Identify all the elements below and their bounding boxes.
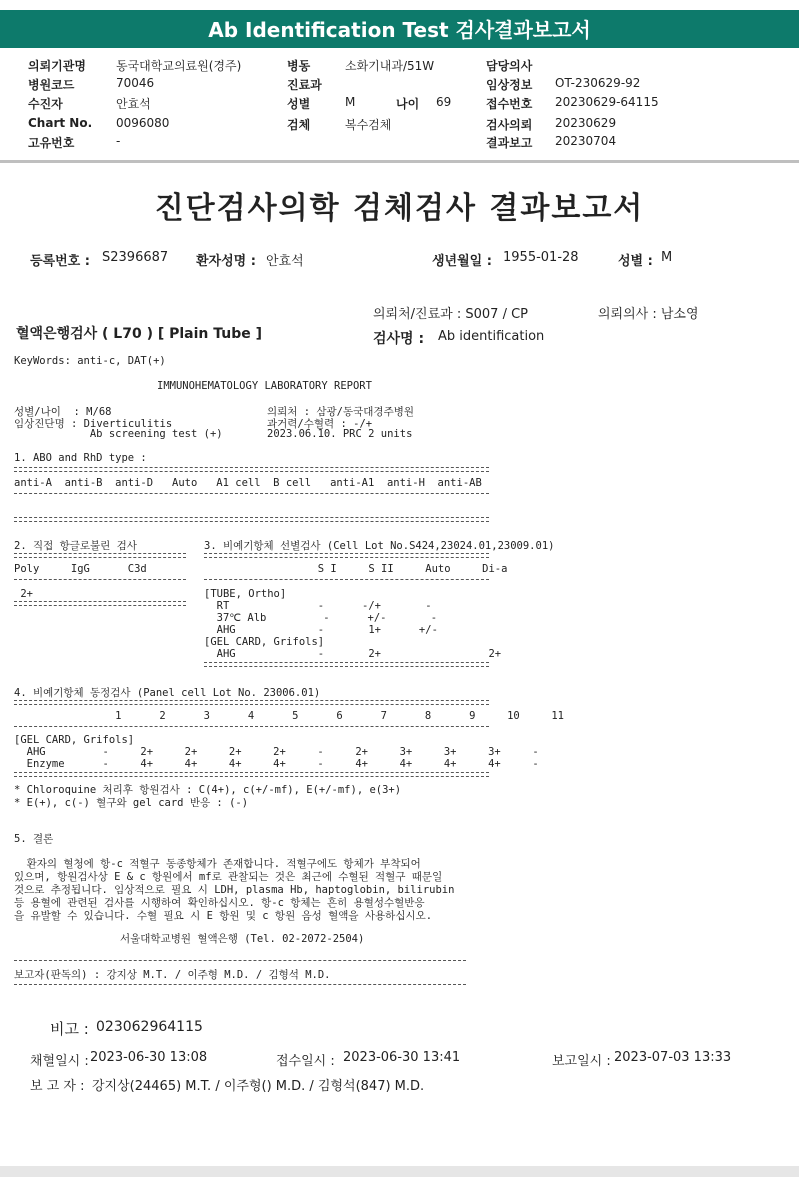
test-name-label: 검사명 : bbox=[373, 331, 425, 347]
note-value: 023062964115 bbox=[96, 1019, 203, 1035]
section4-header: 1 2 3 4 5 6 7 8 9 10 11 bbox=[14, 710, 564, 722]
request-label: 검사의뢰 bbox=[486, 118, 533, 132]
section3-header: S I S II Auto Di-a bbox=[204, 563, 508, 575]
dob-value: 1955-01-28 bbox=[503, 250, 579, 265]
clinical-label: 임상정보 bbox=[486, 78, 533, 92]
section4-row: Enzyme - 4+ 4+ 4+ 4+ - 4+ 4+ 4+ 4+ - bbox=[14, 758, 539, 770]
section2-mid-rule bbox=[14, 579, 186, 580]
request-value: 20230629 bbox=[555, 116, 617, 130]
reporter-top-rule bbox=[14, 960, 466, 961]
section3-row: AHG - 2+ 2+ bbox=[204, 648, 502, 660]
receipt-value: 20230629-64115 bbox=[555, 95, 659, 109]
dept-label: 진료과 bbox=[287, 78, 322, 92]
patient-value: 안효석 bbox=[116, 97, 151, 111]
section3-mid-rule bbox=[204, 579, 489, 580]
conclusion-line: 것으로 추정됩니다. 임상적으로 필요 시 LDH, plasma Hb, haptoglobin, bilirubin bbox=[14, 884, 455, 896]
sex-age: 성별/나이 : M/68 bbox=[14, 406, 112, 418]
test-group: 혈액은행검사 ( L70 ) [ Plain Tube ] bbox=[16, 326, 263, 342]
reg-value: S2396687 bbox=[102, 250, 169, 265]
receipt-label: 접수번호 bbox=[486, 97, 533, 111]
history: 과거력/수혈력 : -/+ bbox=[267, 418, 373, 430]
name-label: 환자성명 : bbox=[196, 254, 256, 269]
section4-bottom-rule bbox=[14, 772, 489, 777]
conclusion-line: 환자의 혈청에 항-c 적혈구 동종항체가 존재합니다. 적혈구에도 항체가 부착되어 bbox=[14, 858, 421, 870]
section3-row: AHG - 1+ +/- bbox=[204, 624, 438, 636]
section2-value: 2+ bbox=[14, 588, 33, 600]
section4-title: 4. 비예기항체 동정검사 (Panel cell Lot No. 23006.01) bbox=[14, 687, 321, 699]
section3-row: [TUBE, Ortho] bbox=[204, 588, 287, 600]
specimen-label: 검체 bbox=[287, 118, 311, 132]
section4-row: [GEL CARD, Grifols] bbox=[14, 734, 135, 746]
age-value: 69 bbox=[436, 95, 452, 109]
note-chloroquine: * Chloroquine 처리후 항원검사 : C(4+), c(+/-mf), E(+/-mf), e(3+) bbox=[14, 784, 402, 796]
blood-bank-contact: 서울대학교병원 혈액은행 (Tel. 02-2072-2504) bbox=[120, 933, 365, 945]
conclusion-line: 을 유발할 수 있습니다. 수혈 필요 시 E 항원 및 c 항원 음성 혈액을 사용하십시오. bbox=[14, 910, 433, 922]
section3-bottom-rule bbox=[204, 662, 489, 667]
receipt-time-value: 2023-06-30 13:41 bbox=[343, 1050, 461, 1065]
banner-title: Ab Identification Test 검사결과보고서 bbox=[208, 18, 591, 42]
reg-label: 등록번호 : bbox=[30, 254, 90, 269]
diagnosis-line2: Ab screening test (+) bbox=[14, 428, 223, 440]
section5-title: 5. 결론 bbox=[14, 833, 54, 845]
report-value: 20230704 bbox=[555, 134, 617, 148]
section3-row: RT - -/+ - bbox=[204, 600, 432, 612]
clinical-value: OT-230629-92 bbox=[555, 76, 641, 90]
collect-value: 2023-06-30 13:08 bbox=[90, 1050, 208, 1065]
patient-label: 수진자 bbox=[28, 97, 63, 111]
diagnosis: 임상진단명 : Diverticulitis bbox=[14, 418, 173, 430]
doctor-label: 담당의사 bbox=[486, 59, 533, 73]
section4-mid-rule bbox=[14, 726, 489, 727]
hospital-code-label: 병원코드 bbox=[28, 78, 75, 92]
unique-value: - bbox=[116, 134, 121, 148]
section1-top-rule bbox=[14, 467, 489, 472]
doctor-text: 의뢰의사 : 남소영 bbox=[598, 307, 699, 322]
collect-label: 채혈일시 : bbox=[30, 1054, 89, 1069]
section1-title: 1. ABO and RhD type : bbox=[14, 452, 147, 464]
reporter-line: 보고자(판독의) : 강지상 M.T. / 이주형 M.D. / 김형석 M.D. bbox=[14, 969, 331, 981]
lab-report-title: IMMUNOHEMATOLOGY LABORATORY REPORT bbox=[157, 380, 372, 392]
name-value: 안효석 bbox=[266, 254, 304, 269]
dept-text: 의뢰처/진료과 : S007 / CP bbox=[373, 307, 528, 322]
referral: 의뢰처 : 삼광/동국대경주병원 bbox=[267, 406, 415, 418]
receipt-time-label: 접수일시 : bbox=[276, 1054, 335, 1069]
report-time-label: 보고일시 : bbox=[552, 1054, 611, 1069]
reporter-bottom-rule bbox=[14, 984, 466, 985]
section3-title: 3. 비예기항체 선별검사 (Cell Lot No.S424,23024.01,23009.01) bbox=[204, 540, 555, 552]
section1-bottom-rule bbox=[14, 517, 489, 522]
report-title: 진단검사의학 검체검사 결과보고서 bbox=[154, 191, 645, 226]
specimen-value: 복수검체 bbox=[345, 118, 392, 132]
report-sex-value: M bbox=[661, 250, 673, 265]
section3-row: [GEL CARD, Grifols] bbox=[204, 636, 325, 648]
footer-reporter-value: 강지상(24465) M.T. / 이주형() M.D. / 김형석(847) M.D. bbox=[92, 1079, 425, 1094]
section2-top-rule bbox=[14, 553, 186, 558]
sex-value: M bbox=[345, 95, 356, 109]
note-label: 비고 : bbox=[50, 1020, 89, 1038]
institution-value: 동국대학교의료원(경주) bbox=[116, 59, 242, 73]
section3-row: 37℃ Alb - +/- - bbox=[204, 612, 438, 624]
section4-row: AHG - 2+ 2+ 2+ 2+ - 2+ 3+ 3+ 3+ - bbox=[14, 746, 539, 758]
conclusion-line: 있으며, 항원검사상 E & c 항원에서 mf로 관찰되는 것은 최근에 수혈된 적혈구 때문일 bbox=[14, 871, 443, 883]
footer-reporter-label: 보 고 자 : bbox=[30, 1079, 85, 1094]
header-divider bbox=[0, 160, 799, 163]
hospital-code-value: 70046 bbox=[116, 76, 155, 90]
ward-value: 소화기내과/51W bbox=[345, 59, 435, 73]
section2-header: Poly IgG C3d bbox=[14, 563, 147, 575]
section2-bottom-rule bbox=[14, 601, 186, 606]
dob-label: 생년월일 : bbox=[432, 254, 492, 269]
age-label: 나이 bbox=[396, 97, 420, 111]
test-name-value: Ab identification bbox=[438, 329, 545, 344]
section1-mid-rule bbox=[14, 493, 489, 494]
note-gel-card: * E(+), c(-) 혈구와 gel card 반응 : (-) bbox=[14, 797, 249, 809]
bottom-strip bbox=[0, 1166, 799, 1177]
section3-top-rule bbox=[204, 553, 489, 558]
report-time-value: 2023-07-03 13:33 bbox=[614, 1050, 732, 1065]
chart-label: Chart No. bbox=[28, 116, 93, 130]
conclusion-line: 등 용혈에 관련된 검사를 시행하여 확인하십시오. 항-c 항체는 흔히 용혈성수혈반응 bbox=[14, 897, 425, 909]
institution-label: 의뢰기관명 bbox=[28, 59, 86, 73]
unique-label: 고유번호 bbox=[28, 136, 75, 150]
sex-label: 성별 bbox=[287, 97, 311, 111]
report-sex-label: 성별 : bbox=[618, 254, 653, 269]
keywords: KeyWords: anti-c, DAT(+) bbox=[14, 355, 166, 367]
report-label: 결과보고 bbox=[486, 136, 533, 150]
chart-value: 0096080 bbox=[116, 116, 170, 130]
section4-top-rule bbox=[14, 700, 489, 705]
history-line2: 2023.06.10. PRC 2 units bbox=[267, 428, 413, 440]
ward-label: 병동 bbox=[287, 59, 311, 73]
section1-header: anti-A anti-B anti-D Auto A1 cell B cell anti-A1 anti-H anti-AB bbox=[14, 477, 482, 489]
section2-title: 2. 직접 항글로불린 검사 bbox=[14, 540, 137, 552]
